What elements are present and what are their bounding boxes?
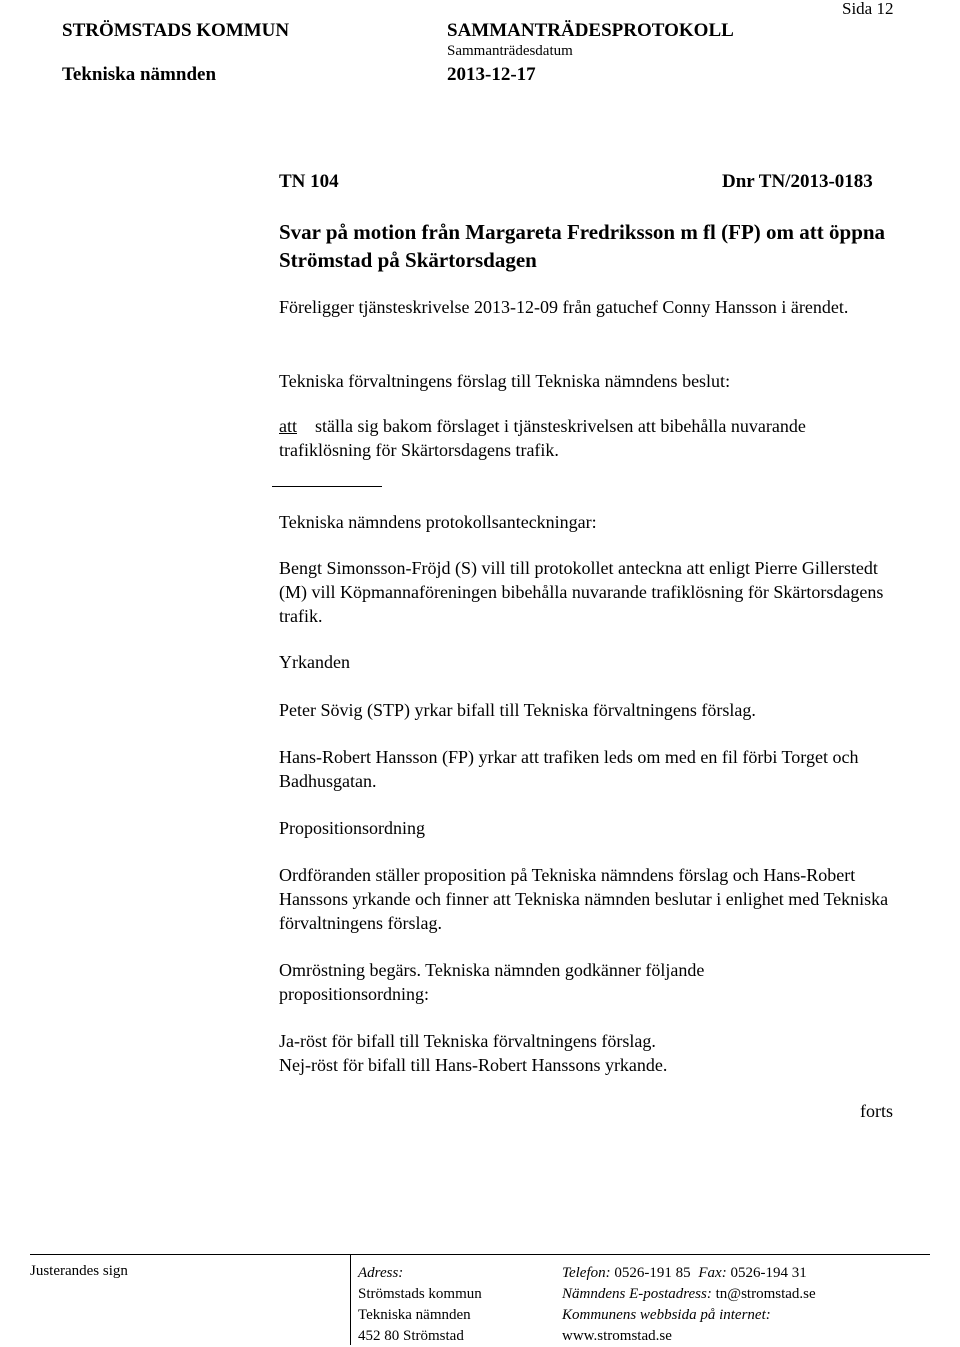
vote-no: Nej-röst för bifall till Hans-Robert Hanssons yrkande. — [279, 1055, 668, 1075]
email-label: Nämndens E-postadress: — [562, 1286, 712, 1302]
org-name: STRÖMSTADS KOMMUN — [62, 20, 290, 41]
address-line-1: Strömstads kommun — [358, 1286, 482, 1302]
separator-line — [272, 486, 382, 487]
committee-name: Tekniska nämnden — [62, 64, 217, 85]
footer-contact — [562, 1263, 816, 1347]
heading-yrkanden: Yrkanden — [279, 652, 350, 672]
case-dnr: Dnr TN/2013-0183 — [722, 171, 873, 192]
web-address[interactable]: www.stromstad.se — [562, 1328, 672, 1344]
case-number: TN 104 — [279, 171, 339, 192]
date-label: Sammanträdesdatum — [447, 43, 573, 59]
address-line-3: 452 80 Strömstad — [358, 1328, 464, 1344]
paragraph-proposition: Ordföranden ställer proposition på Tekniska nämndens förslag och Hans-Robert Hanssons yrkande och finner att Tekniska nämnden beslutar i enlighet med Tekniska förvaltningens förslag. — [279, 865, 889, 933]
paragraph-notes: Bengt Simonsson-Fröjd (S) vill till protokollet anteckna att enligt Pierre Gillerstedt (M) vill Köpmannaföreningen bibehålla nuvarande trafiklösning för Skärtorsdagens trafik. — [279, 558, 884, 626]
page-number: Sida 12 — [842, 0, 894, 18]
case-title: Svar på motion från Margareta Fredriksson m fl (FP) om att öppna Strömstad på Skärtorsdagen — [279, 220, 886, 272]
phone-label: Telefon: — [562, 1265, 611, 1281]
vote-yes: Ja-röst för bifall till Tekniska förvaltningens förslag. — [279, 1031, 656, 1051]
fax-number: 0526-194 31 — [730, 1265, 807, 1281]
address-line-2: Tekniska nämnden — [358, 1307, 471, 1323]
continued-note: forts — [860, 1101, 893, 1121]
fax-label: Fax: — [698, 1265, 727, 1281]
paragraph-intro: Föreligger tjänsteskrivelse 2013-12-09 från gatuchef Conny Hansson i ärendet. — [279, 297, 849, 317]
paragraph-proposal-heading: Tekniska förvaltningens förslag till Tekniska nämndens beslut: — [279, 371, 731, 391]
paragraph-proposal: ställa sig bakom förslaget i tjänsteskrivelsen att bibehålla nuvarande trafiklösning för Skärtorsdagens trafik. — [279, 416, 806, 460]
address-label: Adress: — [358, 1265, 404, 1281]
footer-top-rule — [30, 1254, 930, 1255]
meeting-date: 2013-12-17 — [447, 64, 536, 85]
phone-number: 0526-191 85 — [614, 1265, 691, 1281]
web-label: Kommunens webbsida på internet: — [562, 1307, 771, 1323]
att-word: att — [279, 416, 297, 436]
paragraph-vote: Omröstning begärs. Tekniska nämnden godkänner följande propositionsordning: — [279, 960, 705, 1004]
paragraph-motion-2: Hans-Robert Hansson (FP) yrkar att trafiken leds om med en fil förbi Torget och Badhusgatan. — [279, 747, 859, 791]
signature-label: Justerandes sign — [30, 1263, 128, 1279]
document-type: SAMMANTRÄDESPROTOKOLL — [447, 20, 734, 41]
paragraph-notes-heading: Tekniska nämndens protokollsanteckningar: — [279, 512, 597, 532]
heading-propositionsordning: Propositionsordning — [279, 818, 426, 838]
email-address[interactable]: tn@stromstad.se — [715, 1286, 816, 1302]
paragraph-motion-1: Peter Sövig (STP) yrkar bifall till Tekniska förvaltningens förslag. — [279, 700, 756, 720]
footer-divider — [350, 1254, 351, 1345]
footer-address — [358, 1263, 482, 1347]
